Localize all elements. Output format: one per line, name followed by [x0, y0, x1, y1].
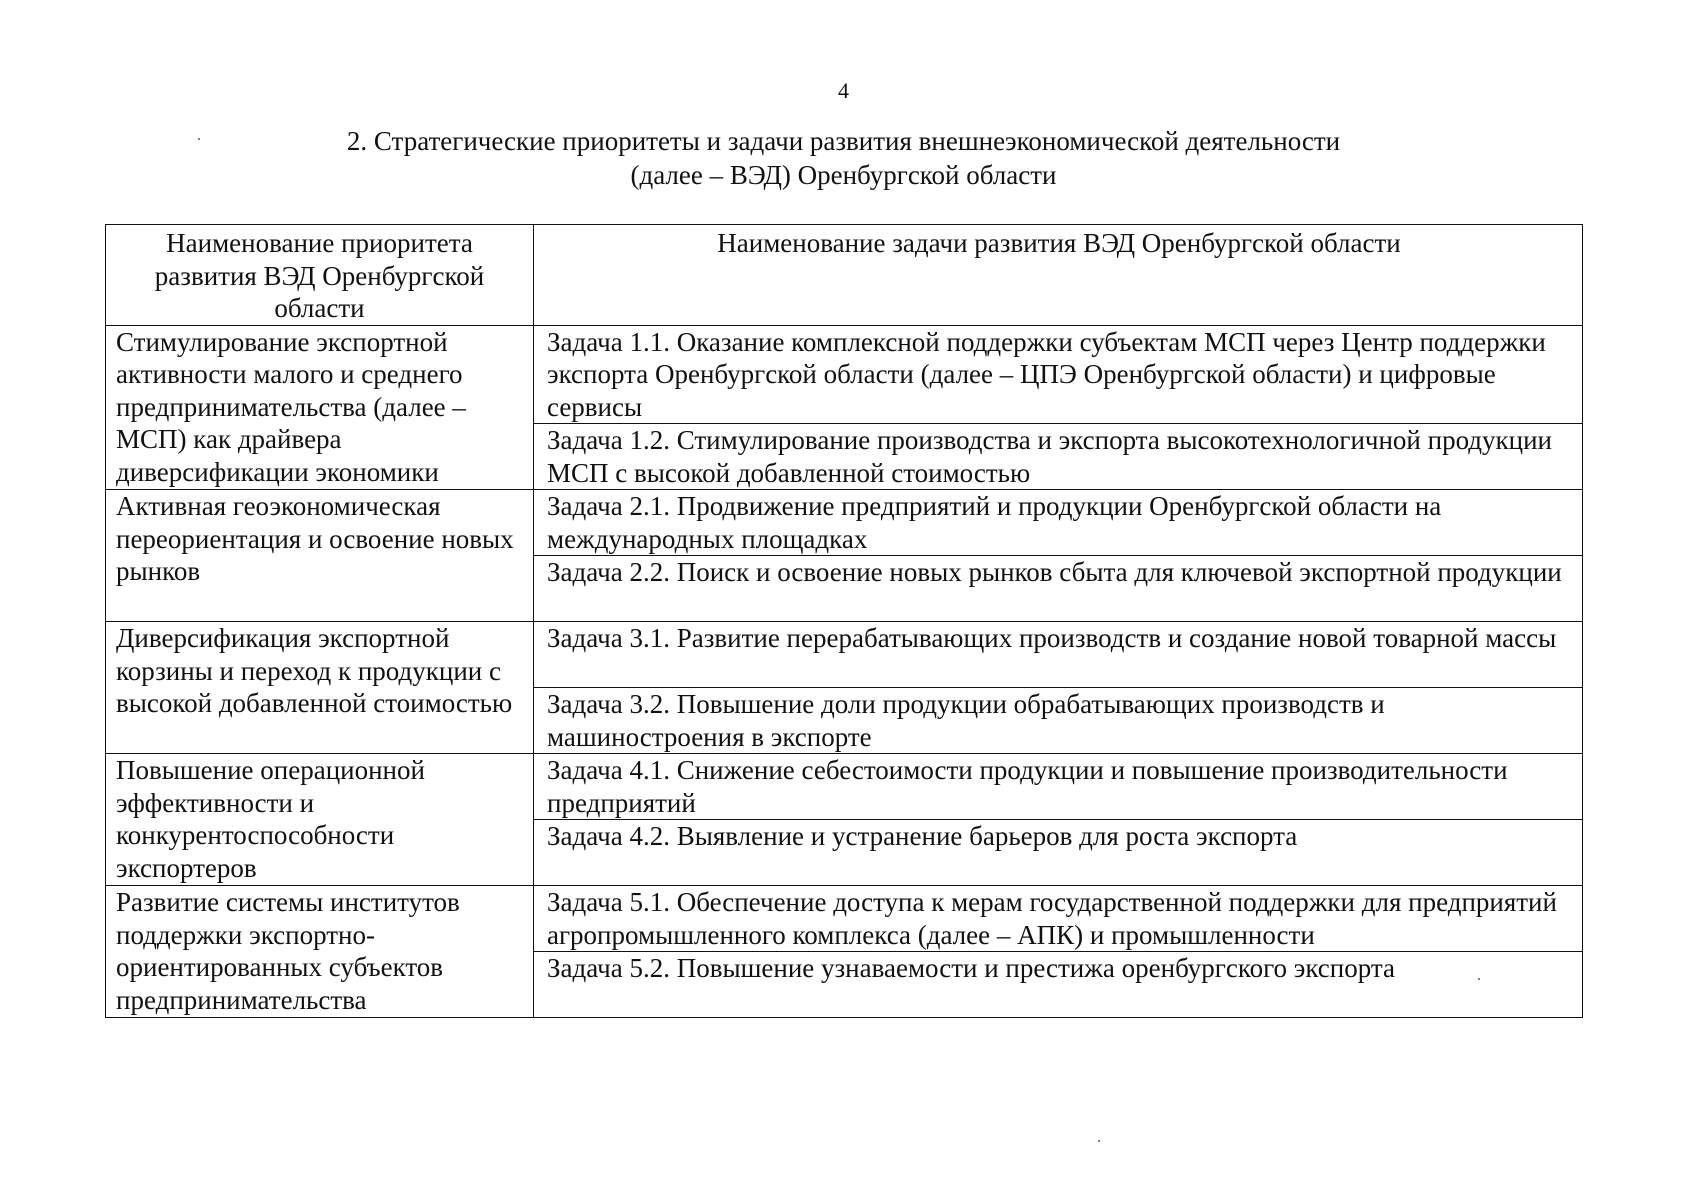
scan-speck [1098, 1140, 1100, 1142]
task-column-header: Наименование задачи развития ВЭД Оренбургской области [534, 225, 1583, 326]
table-row [106, 622, 1583, 688]
scan-speck [198, 138, 200, 140]
task-cell: Задача 2.1. Продвижение предприятий и продукции Оренбургской области на международных площадках [534, 490, 1583, 556]
table-row [106, 325, 1583, 424]
table-row [106, 754, 1583, 820]
task-cell: Задача 1.2. Стимулирование производства и экспорта высокотехнологичной продукции МСП с высокой добавленной стоимостью [534, 424, 1583, 490]
priority-column-header: Наименование приоритета развития ВЭД Оренбургской области [106, 225, 534, 326]
table-row [106, 490, 1583, 556]
priority-cell: Развитие системы институтов поддержки экспортно-ориентированных субъектов предпринимательства [106, 886, 534, 1018]
priority-cell: Диверсификация экспортной корзины и переход к продукции с высокой добавленной стоимостью [106, 622, 534, 754]
section-title-line-2: (далее – ВЭД) Оренбургской области [630, 160, 1057, 190]
page-number: 4 [838, 78, 849, 103]
task-cell: Задача 3.2. Повышение доли продукции обрабатывающих производств и машиностроения в экспорте [534, 688, 1583, 754]
task-cell: Задача 4.1. Снижение себестоимости продукции и повышение производительности предприятий [534, 754, 1583, 820]
task-cell: Задача 3.1. Развитие перерабатывающих производств и создание новой товарной массы [534, 622, 1583, 688]
table-header-row [106, 225, 1583, 326]
task-cell: Задача 2.2. Поиск и освоение новых рынков сбыта для ключевой экспортной продукции [534, 556, 1583, 622]
task-cell: Задача 5.2. Повышение узнаваемости и престижа оренбургского экспорта [534, 952, 1583, 1018]
scan-speck [1478, 978, 1480, 980]
section-title [0, 124, 1687, 192]
priority-cell: Активная геоэкономическая переориентация и освоение новых рынков [106, 490, 534, 622]
priority-cell: Повышение операционной эффективности и конкурентоспособности экспортеров [106, 754, 534, 886]
section-title-line-1: 2. Стратегические приоритеты и задачи развития внешнеэкономической деятельности [346, 126, 1341, 156]
table-row [106, 886, 1583, 952]
priorities-table [105, 224, 1583, 1018]
task-cell: Задача 1.1. Оказание комплексной поддержки субъектам МСП через Центр поддержки экспорта Оренбургской области (далее – ЦПЭ Оренбургской области) и цифровые сервисы [534, 325, 1583, 424]
priority-cell: Стимулирование экспортной активности малого и среднего предпринимательства (далее – МСП) как драйвера диверсификации экономики [106, 325, 534, 490]
task-cell: Задача 5.1. Обеспечение доступа к мерам государственной поддержки для предприятий агропромышленного комплекса (далее – АПК) и промышленности [534, 886, 1583, 952]
task-cell: Задача 4.2. Выявление и устранение барьеров для роста экспорта [534, 820, 1583, 886]
